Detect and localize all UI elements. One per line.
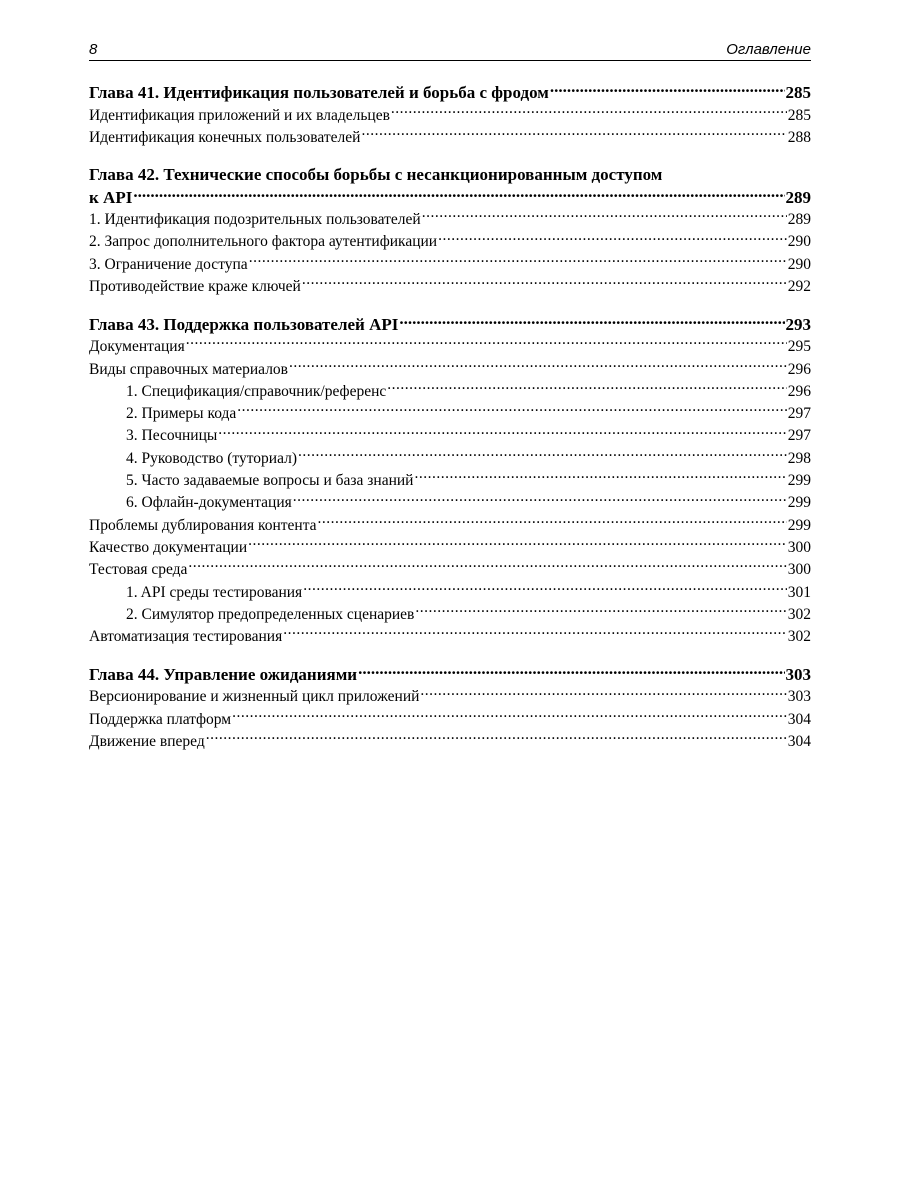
toc-entry-label: 2. Примеры кода [126,405,237,423]
toc-chapter-title: Глава 43. Поддержка пользователей API [89,314,399,334]
toc-entry[interactable] [89,275,811,297]
toc-entry[interactable] [89,358,811,380]
leader-dots [358,663,784,680]
toc-entry-label: 1. API среды тестирования [126,583,303,601]
leader-dots [283,626,787,642]
toc-page-number: 299 [787,494,811,512]
leader-dots [289,358,787,374]
toc-page-number: 301 [787,583,811,601]
leader-dots [206,731,787,747]
leader-dots [293,492,787,508]
toc-chapter-44 [89,663,811,753]
leader-dots [133,186,784,203]
toc-entry[interactable] [89,336,811,358]
toc-entry-label: 2. Симулятор предопределенных сценариев [126,605,415,623]
toc-page-number: 292 [787,277,811,295]
toc-chapter-title: Глава 44. Управление ожиданиями [89,664,358,684]
toc-page-number: 302 [787,605,811,623]
toc-entry[interactable] [89,686,811,708]
document-page [89,36,811,768]
toc-entry-label: 1. Спецификация/справочник/референс [126,382,387,400]
leader-dots [422,209,787,225]
leader-dots [318,514,787,530]
toc-subentry[interactable] [89,447,811,469]
table-of-contents [89,81,811,753]
toc-entry-label: Документация [89,338,185,356]
toc-entry-label: 4. Руководство (туториал) [126,449,298,467]
toc-subentry[interactable] [89,581,811,603]
leader-dots [232,708,787,724]
toc-entry-label: Противодействие краже ключей [89,277,301,295]
toc-entry-label: Тестовая среда [89,561,188,579]
leader-dots [361,126,786,142]
leader-dots [218,425,786,441]
section-title: Оглавление [726,41,811,58]
toc-chapter-title-line[interactable]: Глава 42. Технические способы борьбы с несанкционированным доступом [89,164,663,184]
toc-page-number: 304 [787,710,811,728]
leader-dots [399,313,784,330]
leader-dots [248,536,787,552]
toc-entry-label: 3. Ограничение доступа [89,255,248,273]
toc-chapter-title: Глава 41. Идентификация пользователей и борьба с фродом [89,83,549,102]
toc-page-number: 293 [785,314,811,334]
toc-entry-label: 2. Запрос дополнительного фактора аутентификации [89,233,438,251]
toc-page-number: 297 [787,405,811,423]
toc-entry-label: Автоматизация тестирования [89,628,283,646]
toc-entry[interactable] [89,559,811,581]
toc-page-number: 298 [787,449,811,467]
toc-page-number: 297 [787,427,811,445]
leader-dots [438,231,787,247]
running-header [89,36,811,61]
toc-entry[interactable] [89,104,811,126]
toc-entry-label: Виды справочных материалов [89,360,289,378]
toc-entry[interactable] [89,126,811,148]
leader-dots [188,559,786,575]
toc-page-number: 288 [787,128,811,146]
leader-dots [391,104,787,120]
leader-dots [420,686,786,702]
toc-page-number: 285 [785,83,811,102]
toc-entry-label: 6. Офлайн-документация [126,494,292,512]
toc-chapter-42 [89,164,811,298]
toc-page-number: 295 [787,338,811,356]
toc-entry[interactable] [89,731,811,753]
toc-chapter-heading[interactable] [89,186,811,209]
toc-entry-label: Проблемы дублирования контента [89,516,317,534]
page-number: 8 [89,41,98,58]
toc-page-number: 299 [787,516,811,534]
leader-dots [303,581,787,597]
toc-page-number: 289 [787,211,811,229]
toc-entry[interactable] [89,536,811,558]
leader-dots [186,336,787,352]
toc-entry[interactable] [89,514,811,536]
toc-chapter-heading[interactable] [89,663,811,686]
toc-entry-label: Идентификация конечных пользователей [89,128,361,146]
leader-dots [415,603,786,619]
toc-entry-label: 5. Часто задаваемые вопросы и база знаний [126,472,414,490]
toc-page-number: 296 [787,360,811,378]
leader-dots [237,403,786,419]
toc-page-number: 303 [787,688,811,706]
leader-dots [298,447,787,463]
toc-page-number: 300 [787,538,811,556]
toc-chapter-41 [89,81,811,149]
toc-subentry[interactable] [89,603,811,625]
leader-dots [414,470,786,486]
toc-subentry[interactable] [89,403,811,425]
toc-entry[interactable] [89,708,811,730]
toc-entry[interactable] [89,253,811,275]
toc-subentry[interactable] [89,425,811,447]
toc-subentry[interactable] [89,470,811,492]
toc-entry-label: Движение вперед [89,733,205,751]
toc-page-number: 300 [787,561,811,579]
toc-page-number: 303 [785,664,811,684]
toc-entry[interactable] [89,626,811,648]
toc-subentry[interactable] [89,492,811,514]
toc-page-number: 302 [787,628,811,646]
toc-chapter-43 [89,313,811,648]
toc-entry-label: Качество документации [89,538,248,556]
toc-entry-label: Идентификация приложений и их владельцев [89,106,390,124]
toc-page-number: 290 [787,255,811,273]
toc-page-number: 304 [787,733,811,751]
leader-dots [249,253,787,269]
toc-entry[interactable] [89,209,811,231]
toc-chapter-heading[interactable] [89,313,811,336]
toc-page-number: 296 [787,382,811,400]
leader-dots [302,275,787,291]
toc-entry-label: 1. Идентификация подозрительных пользователей [89,211,421,229]
toc-page-number: 299 [787,472,811,490]
toc-chapter-heading[interactable] [89,81,811,104]
toc-entry[interactable] [89,231,811,253]
leader-dots [550,81,785,98]
leader-dots [387,380,786,396]
toc-page-number: 289 [785,187,811,207]
toc-subentry[interactable] [89,380,811,402]
toc-page-number: 290 [787,233,811,251]
toc-chapter-title: к API [89,187,133,207]
toc-entry-label: Версионирование и жизненный цикл приложений [89,688,420,706]
toc-entry-label: Поддержка платформ [89,710,232,728]
toc-entry-label: 3. Песочницы [126,427,218,445]
toc-page-number: 285 [787,106,811,124]
